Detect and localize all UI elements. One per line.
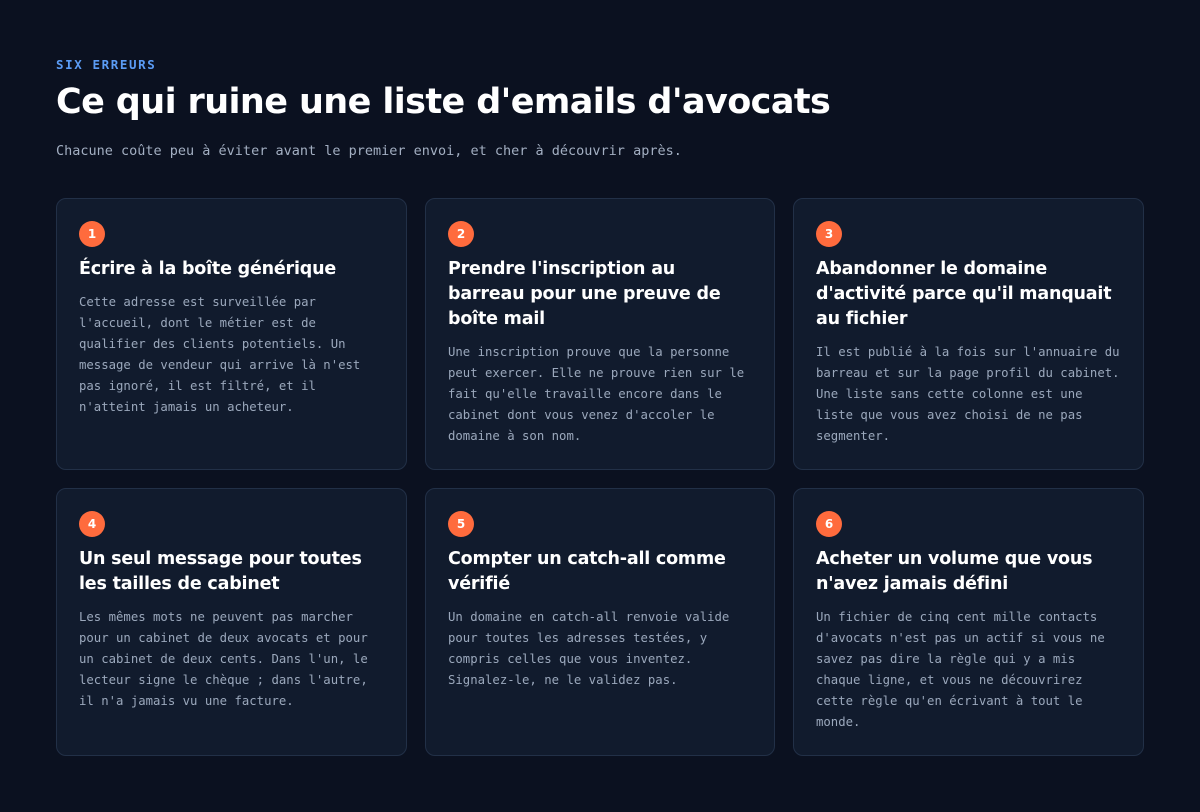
error-card-2: [425, 198, 775, 470]
card-title: Écrire à la boîte générique: [79, 259, 337, 279]
card-title: Acheter un volume que vous n'avez jamais défini: [816, 549, 1093, 594]
page-title: Ce qui ruine une liste d'emails d'avocats: [56, 82, 831, 122]
number-badge: 4: [79, 511, 105, 537]
error-card-3: [793, 198, 1144, 470]
eyebrow-label: SIX ERREURS: [56, 57, 157, 72]
card-description: Une inscription prouve que la personne peut exercer. Elle ne prouve rien sur le fait qu'elle travaille encore dans le cabinet dont vous venez d'accoler le domaine à son nom.: [448, 345, 745, 443]
number-badge: 1: [79, 221, 105, 247]
card-title: Compter un catch-all comme vérifié: [448, 549, 726, 594]
number-badge: 5: [448, 511, 474, 537]
page-subtitle: Chacune coûte peu à éviter avant le premier envoi, et cher à découvrir après.: [56, 143, 682, 159]
error-card-4: [56, 488, 407, 756]
number-badge: 2: [448, 221, 474, 247]
errors-grid: [56, 198, 1144, 756]
number-badge: 3: [816, 221, 842, 247]
error-card-1: [56, 198, 407, 470]
card-description: Cette adresse est surveillée par l'accueil, dont le métier est de qualifier des clients potentiels. Un message de vendeur qui arrive là n'est pas ignoré, il est filtré, et il n'atteint jamais un acheteur.: [79, 295, 361, 414]
card-description: Un fichier de cinq cent mille contacts d'avocats n'est pas un actif si vous ne savez pas dire la règle qui y a mis chaque ligne, et vous ne découvrirez cette règle qu'en écrivant à tout le monde.: [816, 610, 1105, 729]
number-badge: 6: [816, 511, 842, 537]
error-card-5: [425, 488, 775, 756]
card-description: Les mêmes mots ne peuvent pas marcher pour un cabinet de deux avocats et pour un cabinet de deux cents. Dans l'un, le lecteur signe le chèque ; dans l'autre, il n'a jamais vu une facture.: [79, 610, 368, 708]
card-title: Un seul message pour toutes les tailles de cabinet: [79, 549, 362, 594]
card-title: Prendre l'inscription au barreau pour une preuve de boîte mail: [448, 259, 721, 329]
card-title: Abandonner le domaine d'activité parce qu'il manquait au fichier: [816, 259, 1112, 329]
card-description: Un domaine en catch-all renvoie valide pour toutes les adresses testées, y compris celles que vous inventez. Signalez-le, ne le validez pas.: [448, 610, 730, 687]
error-card-6: [793, 488, 1144, 756]
card-description: Il est publié à la fois sur l'annuaire du barreau et sur la page profil du cabinet. Une liste sans cette colonne est une liste que vous avez choisi de ne pas segmenter.: [816, 345, 1120, 443]
